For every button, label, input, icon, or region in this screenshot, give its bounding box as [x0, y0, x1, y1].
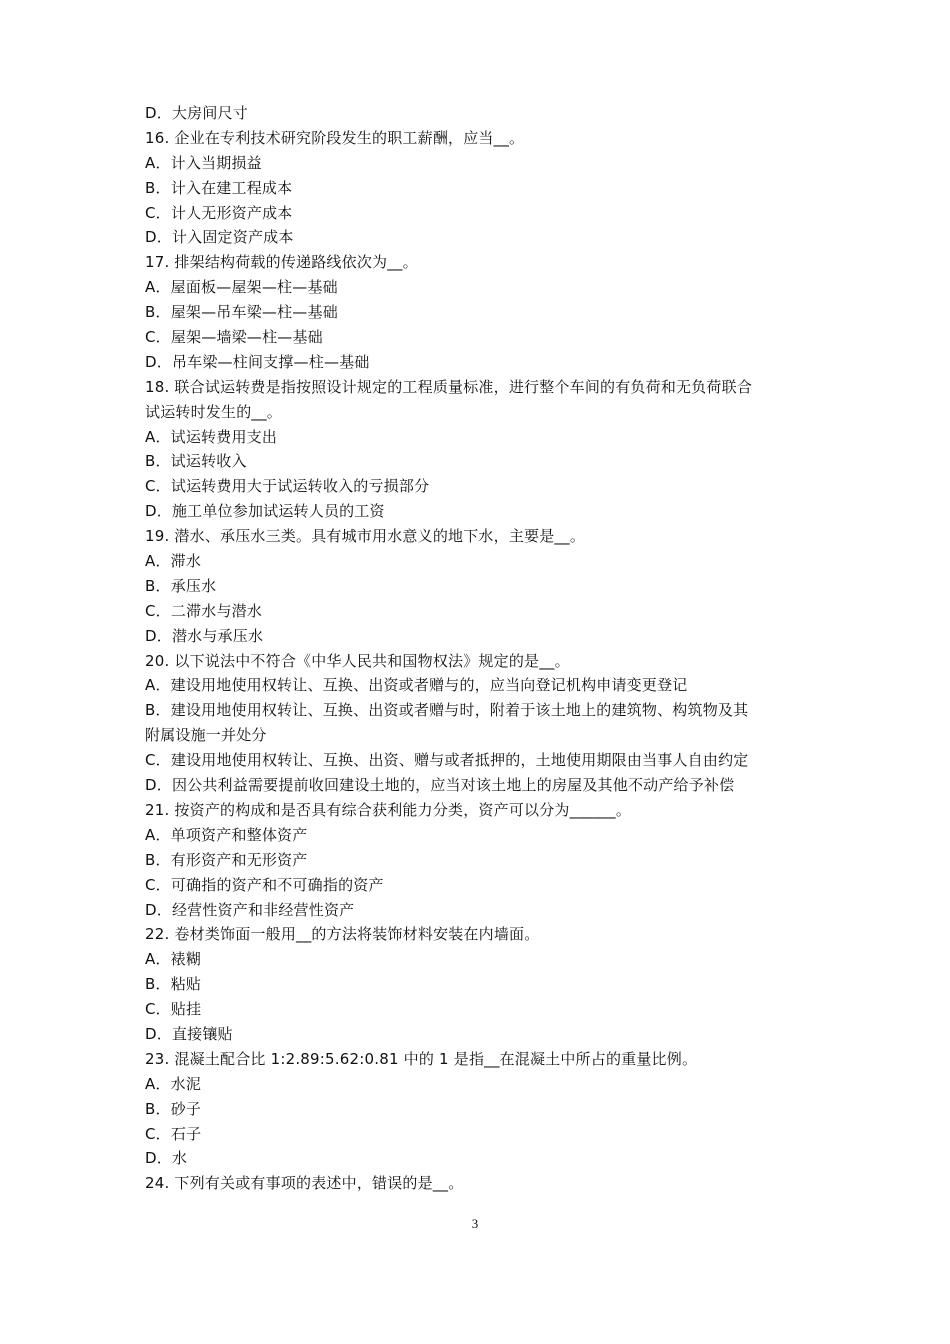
text-line: B．有形资产和无形资产: [145, 850, 308, 869]
text-line: A．单项资产和整体资产: [145, 825, 308, 844]
text-line: D．水: [145, 1149, 188, 1168]
text-line: B．建设用地使用权转让、互换、出资或者赠与时，附着于该土地上的建筑物、构筑物及其: [145, 701, 749, 720]
text-line: D．大房间尺寸: [145, 104, 248, 122]
text-line: C．石子: [145, 1124, 202, 1143]
text-line: 18. 联合试运转费是指按照设计规定的工程质量标准，进行整个车间的有负荷和无负荷联合: [145, 377, 753, 396]
text-line: D．因公共利益需要提前收回建设土地的，应当对该土地上的房屋及其他不动产给予补偿: [145, 776, 735, 795]
text-line: 17. 排架结构荷载的传递路线依次为__。: [145, 253, 418, 272]
text-line: 16. 企业在专利技术研究阶段发生的职工薪酬，应当__。: [145, 128, 525, 147]
text-line: C．屋架—墙梁—柱—基础: [145, 328, 323, 347]
text-line: D．直接镶贴: [145, 1024, 233, 1043]
text-line: D．施工单位参加试运转人员的工资: [145, 502, 385, 521]
text-line: D．计入固定资产成本: [145, 228, 294, 247]
text-line: 24. 下列有关或有事项的表述中，错误的是__。: [145, 1174, 464, 1193]
text-line: C．贴挂: [145, 1000, 202, 1019]
text-line: D．潜水与承压水: [145, 626, 264, 645]
text-line: D．吊车梁—柱间支撑—柱—基础: [145, 352, 370, 371]
page-number: 3: [471, 1216, 479, 1231]
text-line: A．建设用地使用权转让、互换、出资或者赠与的，应当向登记机构申请变更登记: [145, 676, 688, 695]
text-line: 附属设施一并处分: [145, 726, 267, 745]
text-line: A．水泥: [145, 1074, 202, 1093]
text-line: A．裱糊: [145, 950, 202, 969]
text-line: 22. 卷材类饰面一般用__的方法将装饰材料安装在内墙面。: [145, 925, 540, 944]
text-line: 23. 混凝土配合比 1:2.89:5.62:0.81 中的 1 是指__在混凝土中所占的重量比例。: [145, 1049, 698, 1068]
text-line: C．计人无形资产成本: [145, 203, 293, 222]
text-line: 21. 按资产的构成和是否具有综合获利能力分类，资产可以分为______。: [145, 800, 632, 819]
text-line: B．计入在建工程成本: [145, 178, 293, 197]
text-line: 19. 潜水、承压水三类。具有城市用水意义的地下水，主要是__。: [145, 527, 586, 546]
text-line: D．经营性资产和非经营性资产: [145, 900, 355, 919]
text-line: B．粘贴: [145, 975, 202, 994]
question-text-body: [145, 101, 825, 1196]
text-line: 20. 以下说法中不符合《中华人民共和国物权法》规定的是__。: [145, 651, 570, 670]
text-line: A．试运转费用支出: [145, 427, 278, 446]
text-line: C．建设用地使用权转让、互换、出资、赠与或者抵押的，土地使用期限由当事人自由约定: [145, 751, 749, 770]
text-line: C．可确指的资产和不可确指的资产: [145, 875, 384, 894]
text-line: B．试运转收入: [145, 452, 247, 471]
text-line: C．二滞水与潜水: [145, 601, 263, 620]
text-line: B．屋架—吊车梁—柱—基础: [145, 303, 338, 322]
text-line: B．砂子: [145, 1099, 202, 1118]
text-line: 试运转时发生的__。: [145, 402, 283, 421]
text-line: B．承压水: [145, 576, 217, 595]
text-line: A．滞水: [145, 552, 202, 571]
text-line: A．计入当期损益: [145, 153, 262, 172]
text-line: A．屋面板—屋架—柱—基础: [145, 278, 338, 297]
text-line: C．试运转费用大于试运转收入的亏损部分: [145, 477, 430, 496]
